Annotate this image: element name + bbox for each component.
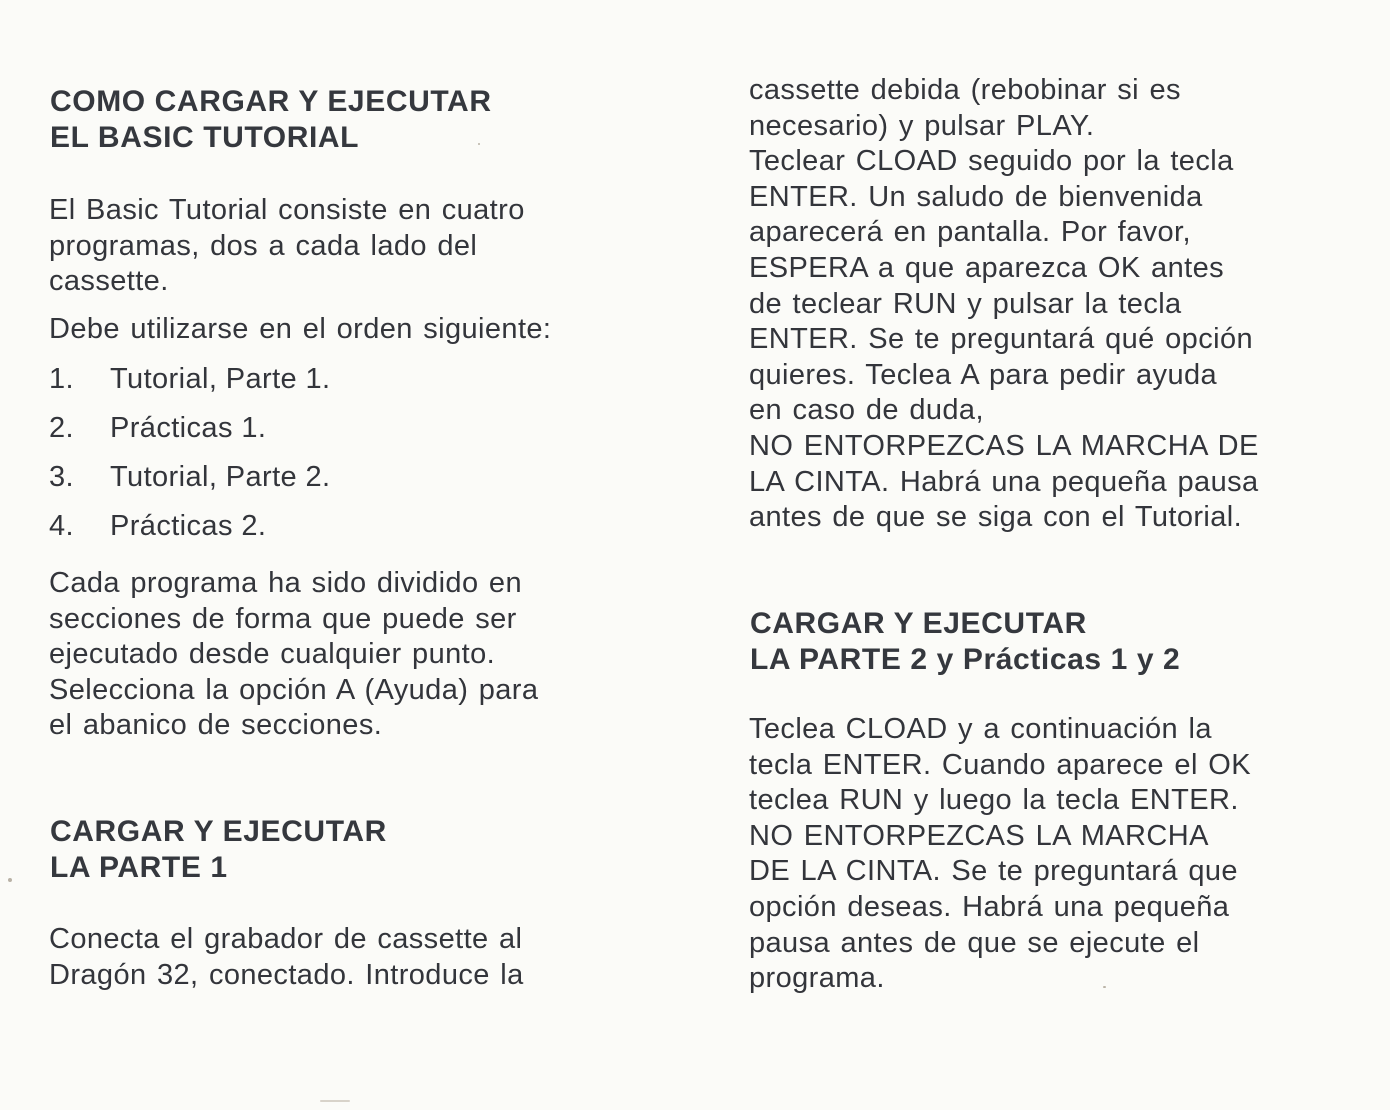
heading-como-cargar — [50, 84, 492, 156]
text-line: aparecerá en pantalla. Por favor, — [749, 216, 1191, 249]
text-line: Cada programa ha sido dividido en — [49, 567, 522, 599]
text-line: Conecta el grabador de cassette al — [49, 923, 523, 955]
text-line: secciones de forma que puede ser — [49, 602, 517, 635]
text-line: DE LA CINTA. Se te preguntará que — [749, 855, 1238, 888]
text-line: tecla ENTER. Cuando aparece el OK — [749, 748, 1251, 781]
list-text: Tutorial, Parte 2. — [110, 461, 331, 493]
list-text: Prácticas 2. — [110, 510, 267, 542]
connect-paragraph — [49, 922, 524, 993]
paper-speck — [8, 878, 12, 882]
heading-cargar-parte-2 — [750, 606, 1180, 678]
text-line: programas, dos a cada lado del — [49, 229, 478, 262]
list-number: 1. — [49, 363, 74, 395]
sections-paragraph — [49, 566, 538, 744]
paper-speck — [1103, 986, 1106, 988]
text-line: ENTER. Un saludo de bienvenida — [749, 180, 1203, 213]
text-line: necesario) y pulsar PLAY. — [749, 109, 1095, 142]
text-line: teclea RUN y luego la tecla ENTER. — [749, 784, 1239, 817]
text-line: en caso de duda, — [749, 394, 984, 427]
text-line: ejecutado desde cualquier punto. — [49, 638, 496, 671]
heading-line: LA PARTE 2 y Prácticas 1 y 2 — [750, 643, 1181, 676]
text-line: Teclear CLOAD seguido por la tecla — [749, 145, 1234, 178]
heading-cargar-parte-1 — [50, 814, 387, 886]
list-text: Prácticas 1. — [110, 412, 267, 444]
text-line: Debe utilizarse en el orden siguiente: — [49, 313, 552, 345]
heading-line: COMO CARGAR Y EJECUTAR — [50, 85, 492, 118]
text-line: antes de que se siga con el Tutorial. — [749, 501, 1243, 534]
text-line: NO ENTORPEZCAS LA MARCHA — [749, 819, 1209, 852]
heading-line: CARGAR Y EJECUTAR — [750, 607, 1087, 640]
text-line: LA CINTA. Habrá una pequeña pausa — [749, 465, 1259, 498]
intro-paragraph — [49, 193, 525, 300]
text-line: Dragón 32, conectado. Introduce la — [49, 958, 524, 991]
paper-speck — [478, 143, 480, 145]
text-line: El Basic Tutorial consiste en cuatro — [49, 194, 525, 226]
heading-line: EL BASIC TUTORIAL — [50, 121, 360, 154]
text-line: el abanico de secciones. — [49, 709, 383, 742]
text-line: quieres. Teclea A para pedir ayuda — [749, 358, 1218, 391]
heading-line: LA PARTE 1 — [50, 851, 228, 884]
text-line: cassette debida (rebobinar si es — [749, 74, 1181, 106]
text-line: ESPERA a que aparezca OK antes — [749, 251, 1224, 284]
text-line: programa. — [749, 962, 885, 995]
text-line: pausa antes de que se ejecute el — [749, 926, 1200, 959]
list-text: Tutorial, Parte 1. — [110, 363, 331, 395]
text-line: cassette. — [49, 265, 169, 298]
part2-paragraph — [749, 712, 1251, 997]
text-line: ENTER. Se te preguntará qué opción — [749, 323, 1253, 356]
paper-speck — [320, 1100, 350, 1102]
order-paragraph — [49, 312, 551, 348]
text-line: de teclear RUN y pulsar la tecla — [749, 287, 1182, 320]
text-line: opción deseas. Habrá una pequeña — [749, 890, 1230, 923]
text-line: Teclea CLOAD y a continuación la — [749, 713, 1212, 745]
list-number: 4. — [49, 510, 74, 542]
load-instructions-paragraph — [749, 73, 1259, 536]
text-line: Selecciona la opción A (Ayuda) para — [49, 673, 539, 706]
list-number: 2. — [49, 412, 74, 444]
text-line: NO ENTORPEZCAS LA MARCHA DE — [749, 429, 1259, 462]
list-number: 3. — [49, 461, 74, 493]
heading-line: CARGAR Y EJECUTAR — [50, 815, 387, 848]
